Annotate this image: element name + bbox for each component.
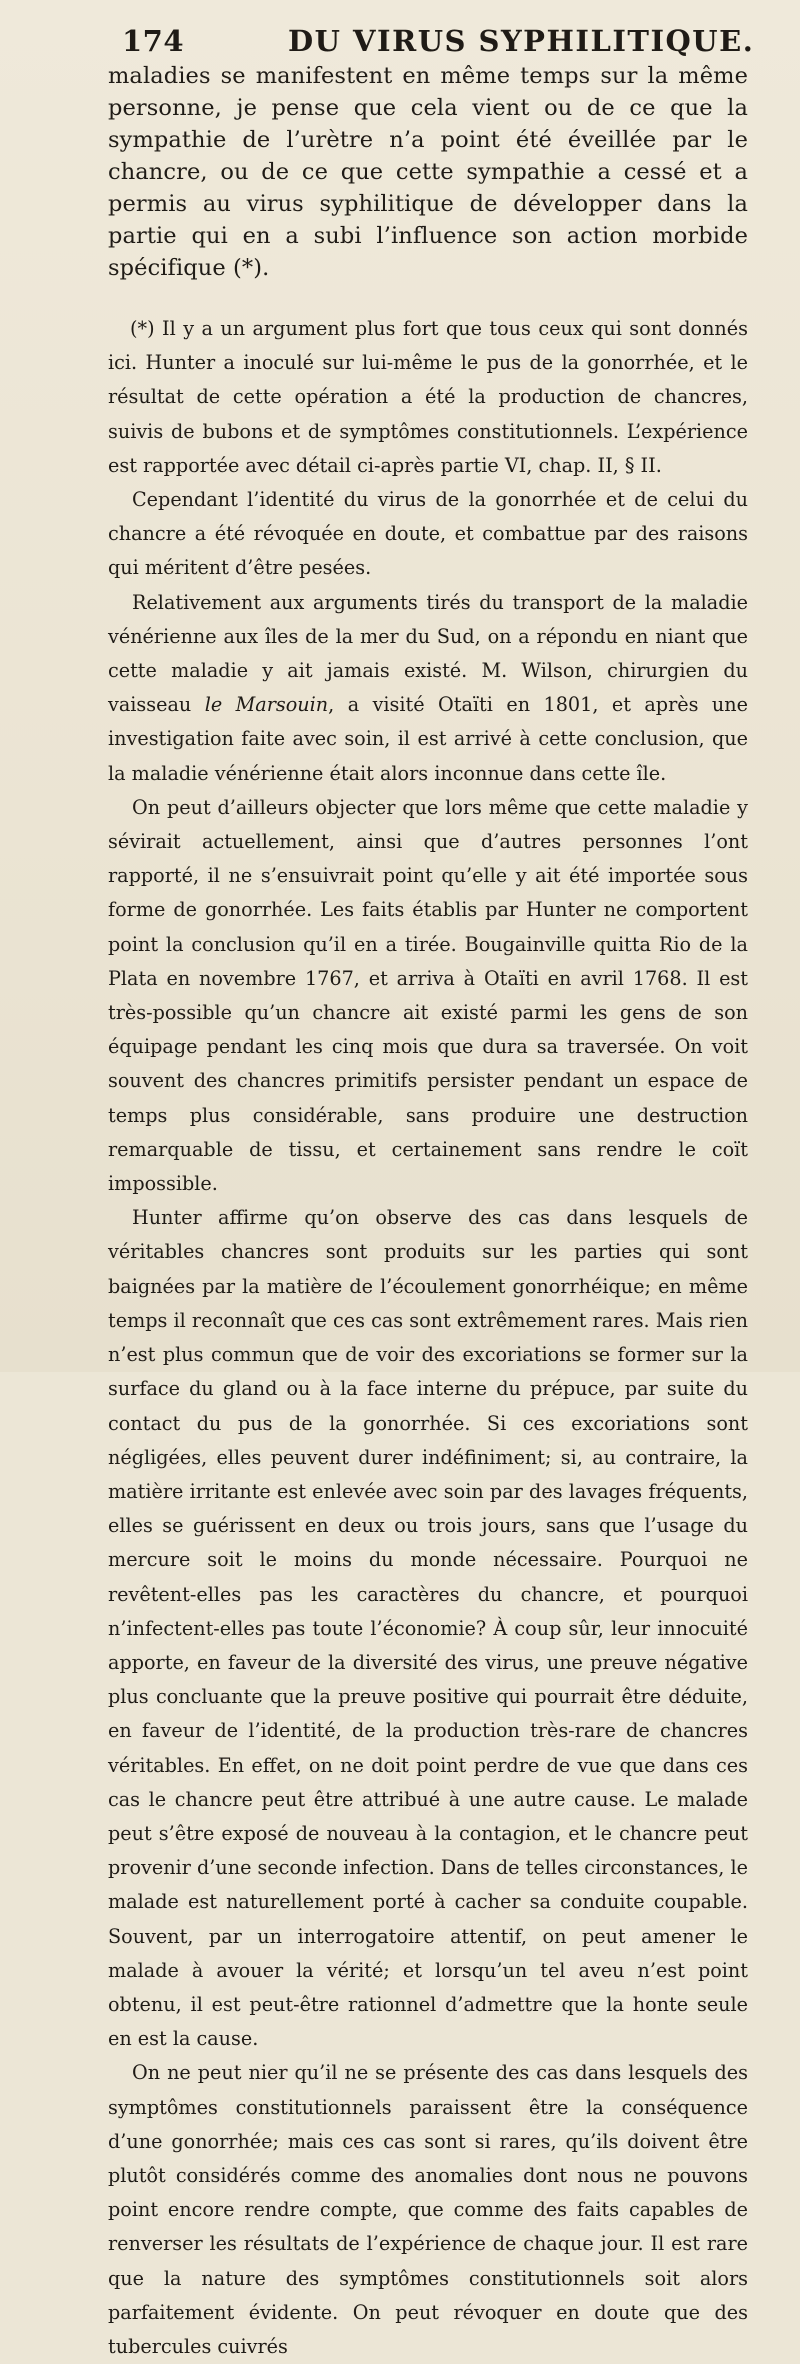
footnote-paragraph-4: On peut d’ailleurs objecter que lors même que cette maladie y sévirait actuellement, ainsi que d’autres personnes l’ont rapporté, il ne s’ensuivrait point qu’elle y ait été importée sous forme de gonorrhée. Les faits établis par Hunter ne comportent point la conclusion qu’il en a tirée. Bougainville quitta Rio de la Plata en novembre 1767, et arriva à Otaïti en avril 1768. Il est très-possible qu’un chancre ait existé parmi les gens de son équipage pendant les cinq mois que dura sa traversée. On voit souvent des chancres primitifs persister pendant un espace de temps plus considérable, sans produire une destruction remarquable de tissu, et certainement sans rendre le coït impossible. bbox=[108, 795, 748, 1196]
main-paragraph: maladies se manifestent en même temps sur la même personne, je pense que cela vient ou de ce que la sympathie de l’urètre n’a point été éveillée par le chancre, ou de ce que cette sympathie a cessé et a permis au virus syphilitique de développer dans la partie qui en a subi l’influence son action morbide spécifique (*). bbox=[108, 63, 748, 281]
footnote-paragraph-2: Cependant l’identité du virus de la gonorrhée et de celui du chancre a été révoquée en doute, et combattue par des raisons qui méritent d’être pesées. bbox=[108, 488, 748, 580]
ship-name: le Marsouin bbox=[204, 693, 329, 717]
running-title: DU VIRUS SYPHILITIQUE. bbox=[288, 24, 755, 58]
running-head bbox=[108, 22, 755, 60]
footnote bbox=[108, 312, 748, 2364]
footnote-paragraph-3-start: Relativement aux arguments tirés du transport de la maladie vénérienne aux îles de la mer du Sud, on a répondu en niant que cette maladie y ait jamais existé. M. Wilson, chirurgien du vaisseau bbox=[108, 590, 748, 717]
footnote-paragraph-1: (*) Il y a un argument plus fort que tous ceux qui sont donnés ici. Hunter a inoculé sur lui-même le pus de la gonorrhée, et le résultat de cette opération a été la production de chancres, suivis de bubons et de symptômes constitutionnels. L’expérience est rapportée avec détail ci-après partie VI, chap. II, § II. bbox=[108, 317, 748, 477]
main-text bbox=[108, 60, 748, 284]
footnote-paragraph-3 bbox=[108, 586, 748, 791]
footnote-paragraph-3-end: , a visité Otaïti en 1801, et après une investigation faite avec soin, il est arrivé à cette conclusion, que la maladie vénérienne était alors inconnue dans cette île. bbox=[108, 693, 748, 785]
footnote-paragraph-6: On ne peut nier qu’il ne se présente des cas dans lesquels des symptômes constitutionnels paraissent être la conséquence d’une gonorrhée; mais ces cas sont si rares, qu’ils doivent être plutôt considérés comme des anomalies dont nous ne pouvons point encore rendre compte, que comme des faits capables de renverser les résultats de l’expérience de chaque jour. Il est rare que la nature des symptômes constitutionnels soit alors parfaitement évidente. On peut révoquer en doute que des tubercules cuivrés bbox=[108, 2061, 748, 2358]
footnote-paragraph-5: Hunter affirme qu’on observe des cas dans lesquels de véritables chancres sont produits sur les parties qui sont baignées par la matière de l’écoulement gonorrhéique; en même temps il reconnaît que ces cas sont extrêmement rares. Mais rien n’est plus commun que de voir des excoriations se former sur la surface du gland ou à la face interne du prépuce, par suite du contact du pus de la gonorrhée. Si ces excoriations sont négligées, elles peuvent durer indéfiniment; si, au contraire, la matière irritante est enlevée avec soin par des lavages fréquents, elles se guérissent en deux ou trois jours, sans que l’usage du mercure soit le moins du monde nécessaire. Pourquoi ne revêtent-elles pas les caractères du chancre, et pourquoi n’infectent-elles pas toute l’économie? À coup sûr, leur innocuité apporte, en faveur de la diversité des virus, une preuve négative plus concluante que la preuve positive qui pourrait être déduite, en faveur de l’identité, de la production très-rare de chancres véritables. En effet, on ne doit point perdre de vue que dans ces cas le chancre peut être attribué à une autre cause. Le malade peut s’être exposé de nouveau à la contagion, et le chancre peut provenir d’une seconde infection. Dans de telles circonstances, le malade est naturellement porté à cacher sa conduite coupable. Souvent, par un interrogatoire attentif, on peut amener le malade à avouer la vérité; et lorsqu’un tel aveu n’est point obtenu, il est peut-être rationnel d’admettre que la honte seule en est la cause. bbox=[108, 1206, 748, 2051]
page-number: 174 bbox=[122, 24, 185, 58]
